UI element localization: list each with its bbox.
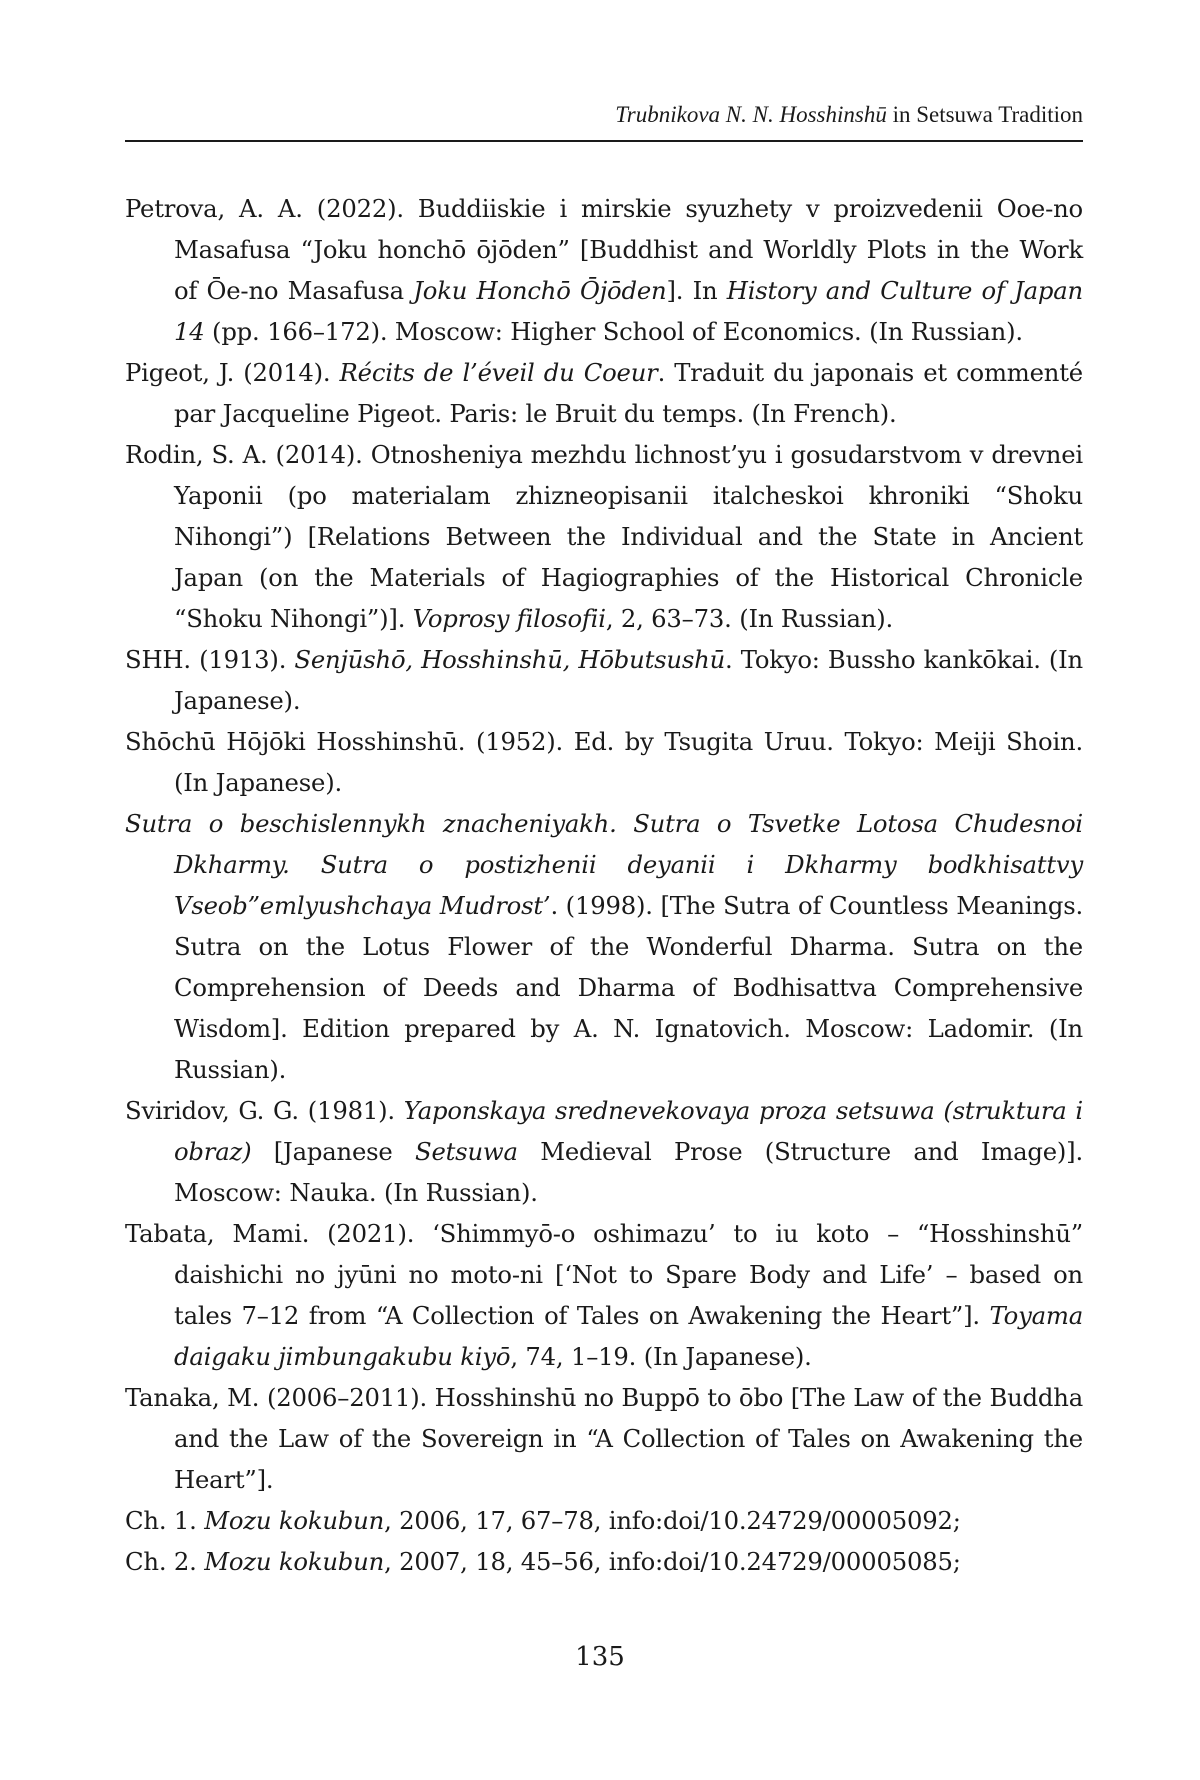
ref-text: , 2, 63–73. (In Russian).	[605, 604, 894, 633]
reference-petrova	[125, 188, 1083, 352]
ref-text: Ch. 2.	[125, 1547, 205, 1576]
ref-text: [Japanese	[251, 1137, 415, 1166]
ref-title: Toyama daigaku jimbungakubu kiyō	[174, 1301, 1083, 1371]
ref-title: Récits de l’éveil du Coeur	[339, 358, 658, 387]
ref-title: Joku Honchō Ōjōden	[413, 276, 667, 305]
reference-tanaka	[125, 1377, 1083, 1582]
ref-text: Petrova, A. A. (2022). Buddiiskie i mirskie syuzhety v proizvedenii Ooe-no Masafusa “Joku honchō ōjōden” [Buddhist and Worldly Plots in the Work of Ōe-no Masafusa	[125, 194, 1083, 305]
running-header	[125, 100, 1083, 130]
ref-text: Pigeot, J. (2014).	[125, 358, 340, 387]
header-title-rest: in Setsuwa Tradition	[886, 102, 1083, 127]
ref-text: Rodin, S. A. (2014). Otnosheniya mezhdu lichnost’yu i gosudarstvom v drevnei Yaponii (po materialam zhizneopisanii italcheskoi khroniki “Shoku Nihongi”) [Relations Between the Individual and the State in Ancient Japan (on the Materials of Hagiographies of the Historical Chronicle “Shoku Nihongi”)].	[125, 440, 1083, 633]
ref-title: Yaponskaya srednevekovaya proza setsuwa (struktura i obraz)	[174, 1096, 1083, 1166]
ref-text: Tabata, Mami. (2021). ‘Shimmyō-o oshimazu’ to iu koto – “Hosshinshū” daishichi no jyūni no moto-ni [‘Not to Spare Body and Life’ – based on tales 7–12 from “A Collection of Tales on Awakening the Heart”].	[125, 1219, 1083, 1330]
ref-text: , 74, 1–19. (In Japanese).	[510, 1342, 812, 1371]
reference-pigeot	[125, 352, 1083, 434]
header-title-italic: Hosshinshū	[779, 102, 887, 127]
reference-sviridov	[125, 1090, 1083, 1213]
ref-text: ]. In	[666, 276, 727, 305]
ref-text: , 2007, 18, 45–56, info:doi/10.24729/00005085;	[384, 1547, 961, 1576]
ref-text: Tanaka, M. (2006–2011). Hosshinshū no Buppō to ōbo [The Law of the Buddha and the Law of the Sovereign in “A Collection of Tales on Awakening the Heart”].	[125, 1383, 1083, 1494]
reference-list	[125, 188, 1083, 1582]
ref-text: Medieval Prose (Structure and Image)]. Moscow: Nauka. (In Russian).	[174, 1137, 1083, 1207]
ref-text: . (1998). [The Sutra of Countless Meanings. Sutra on the Lotus Flower of the Wonderful Dharma. Sutra on the Comprehension of Deeds and Dharma of Bodhisattva Comprehensive Wisdom]. Edition prepared by A. N. Ignatovich. Moscow: Ladomir. (In Russian).	[174, 891, 1084, 1084]
ref-text: , 2006, 17, 67–78, info:doi/10.24729/00005092;	[384, 1506, 961, 1535]
ref-title: Voprosy filosofii	[412, 604, 606, 633]
ref-text: . Traduit du japonais et commenté par Jacqueline Pigeot. Paris: le Bruit du temps. (In French).	[174, 358, 1083, 428]
ref-title: Mozu kokubun	[204, 1547, 385, 1576]
reference-tabata	[125, 1213, 1083, 1377]
ref-chapter-2	[125, 1541, 1083, 1582]
ref-title: Sutra o beschislennykh znacheniyakh. Sutra o Tsvetke Lotosa Chudesnoi Dkharmy. Sutra o postizhenii deyanii i Dkharmy bodkhisattvy Vseob”emlyushchaya Mudrost’	[125, 809, 1083, 920]
ref-title: Mozu kokubun	[204, 1506, 385, 1535]
header-divider	[125, 140, 1083, 142]
ref-text: Shōchū Hōjōki Hosshinshū. (1952). Ed. by Tsugita Uruu. Tokyo: Meiji Shoin. (In Japanese).	[125, 727, 1083, 797]
reference-sutra	[125, 803, 1083, 1090]
ref-text: SHH. (1913).	[125, 645, 295, 674]
header-author: Trubnikova N. N.	[615, 102, 774, 127]
reference-shh	[125, 639, 1083, 721]
reference-shochu	[125, 721, 1083, 803]
ref-title: Senjūshō, Hosshinshū, Hōbutsushū	[294, 645, 726, 674]
ref-text: Ch. 1.	[125, 1506, 205, 1535]
ref-text: . Tokyo: Bussho kankōkai. (In Japanese).	[174, 645, 1084, 715]
ref-chapter-1	[125, 1500, 1083, 1541]
page-number: 135	[575, 1642, 625, 1672]
ref-text: (pp. 166–172). Moscow: Higher School of Economics. (In Russian).	[204, 317, 1023, 346]
ref-title: History and Culture of Japan 14	[174, 276, 1083, 346]
ref-title: Setsuwa	[415, 1137, 518, 1166]
reference-rodin	[125, 434, 1083, 639]
ref-text: Sviridov, G. G. (1981).	[125, 1096, 404, 1125]
